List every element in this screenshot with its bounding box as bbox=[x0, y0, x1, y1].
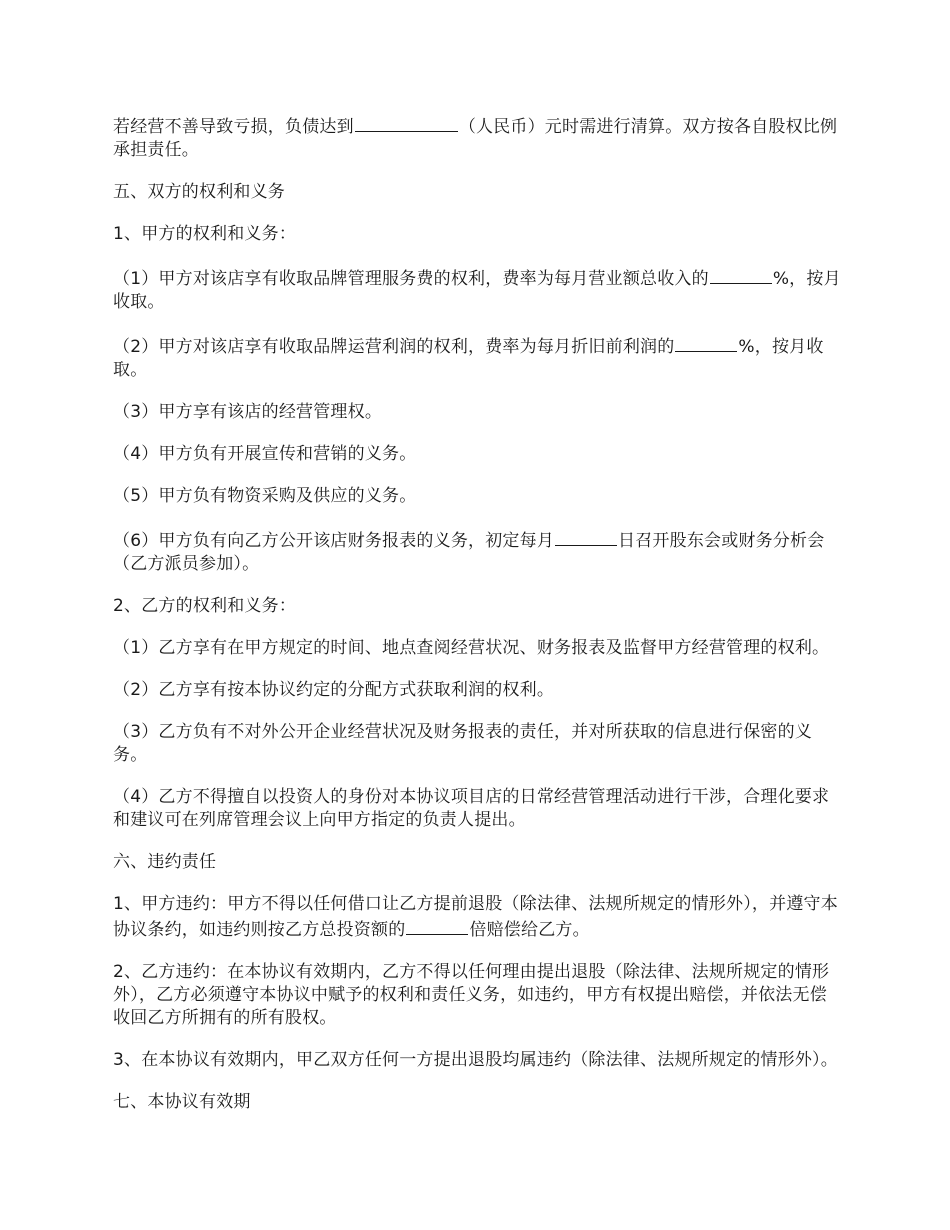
paragraph-text: （6）甲方负有向乙方公开该店财务报表的义务，初定每月 bbox=[113, 531, 555, 551]
document-body bbox=[113, 113, 843, 1133]
clause-b4: （4）乙方不得擅自以投资人的身份对本协议项目店的日常经营管理活动进行干涉，合理化要求和建议可在列席管理会议上向甲方指定的负责人提出。 bbox=[113, 787, 830, 830]
clause-a2 bbox=[113, 333, 843, 382]
subsection-heading-party-b: 2、乙方的权利和义务： bbox=[113, 596, 297, 616]
clause-a1 bbox=[113, 265, 843, 314]
clause-a6 bbox=[113, 527, 843, 576]
clause-a3: （3）甲方享有该店的经营管理权。 bbox=[113, 402, 383, 422]
clause-b3: （3）乙方负有不对外公开企业经营状况及财务报表的责任，并对所获取的信息进行保密的义务。 bbox=[113, 722, 813, 765]
fill-blank-rate bbox=[675, 333, 737, 352]
clause-breach-both: 3、在本协议有效期内，甲乙双方任何一方提出退股均属违约（除法律、法规所规定的情形外）。 bbox=[113, 1050, 838, 1070]
clause-b2: （2）乙方享有按本协议约定的分配方式获取利润的权利。 bbox=[113, 680, 555, 700]
paragraph-text: %，按月收取。 bbox=[113, 337, 824, 380]
paragraph-text: （人民币）元时需进行清算。双方按各自股权比例承担责任。 bbox=[113, 117, 838, 160]
section-heading-breach: 六、违约责任 bbox=[113, 852, 217, 872]
paragraph-text: （2）甲方对该店享有收取品牌运营利润的权利，费率为每月折旧前利润的 bbox=[113, 337, 675, 357]
clause-a4: （4）甲方负有开展宣传和营销的义务。 bbox=[113, 444, 417, 464]
subsection-heading-party-a: 1、甲方的权利和义务： bbox=[113, 224, 297, 244]
paragraph-text: 1、甲方违约：甲方不得以任何借口让乙方提前退股（除法律、法规所规定的情形外），并遵守本协议条约，如违约则按乙方总投资额的 bbox=[113, 894, 838, 940]
paragraph-text: %，按月收取。 bbox=[113, 269, 841, 312]
fill-blank-rate bbox=[710, 265, 772, 284]
clause-a5: （5）甲方负有物资采购及供应的义务。 bbox=[113, 486, 417, 506]
fill-blank-day bbox=[555, 527, 617, 546]
paragraph-text: 倍赔偿给乙方。 bbox=[469, 920, 590, 940]
paragraph-text: （1）甲方对该店享有收取品牌管理服务费的权利，费率为每月营业额总收入的 bbox=[113, 269, 709, 289]
fill-blank-multiple bbox=[406, 916, 468, 935]
section-heading-validity: 七、本协议有效期 bbox=[113, 1092, 251, 1112]
paragraph-text: 日召开股东会或财务分析会（乙方派员参加）。 bbox=[113, 531, 825, 574]
section-heading-rights: 五、双方的权利和义务 bbox=[113, 182, 285, 202]
paragraph-text: 若经营不善导致亏损，负债达到 bbox=[113, 117, 354, 137]
paragraph-liquidation bbox=[113, 113, 843, 162]
fill-blank-amount bbox=[355, 113, 458, 132]
clause-breach-b: 2、乙方违约：在本协议有效期内，乙方不得以任何理由提出退股（除法律、法规所规定的情形外），乙方必须遵守本协议中赋予的权利和责任义务，如违约，甲方有权提出赔偿，并依法无偿收回乙方所拥有的所有股权。 bbox=[113, 962, 830, 1028]
clause-breach-a bbox=[113, 893, 843, 942]
clause-b1: （1）乙方享有在甲方规定的时间、地点查阅经营状况、财务报表及监督甲方经营管理的权利。 bbox=[113, 638, 830, 658]
